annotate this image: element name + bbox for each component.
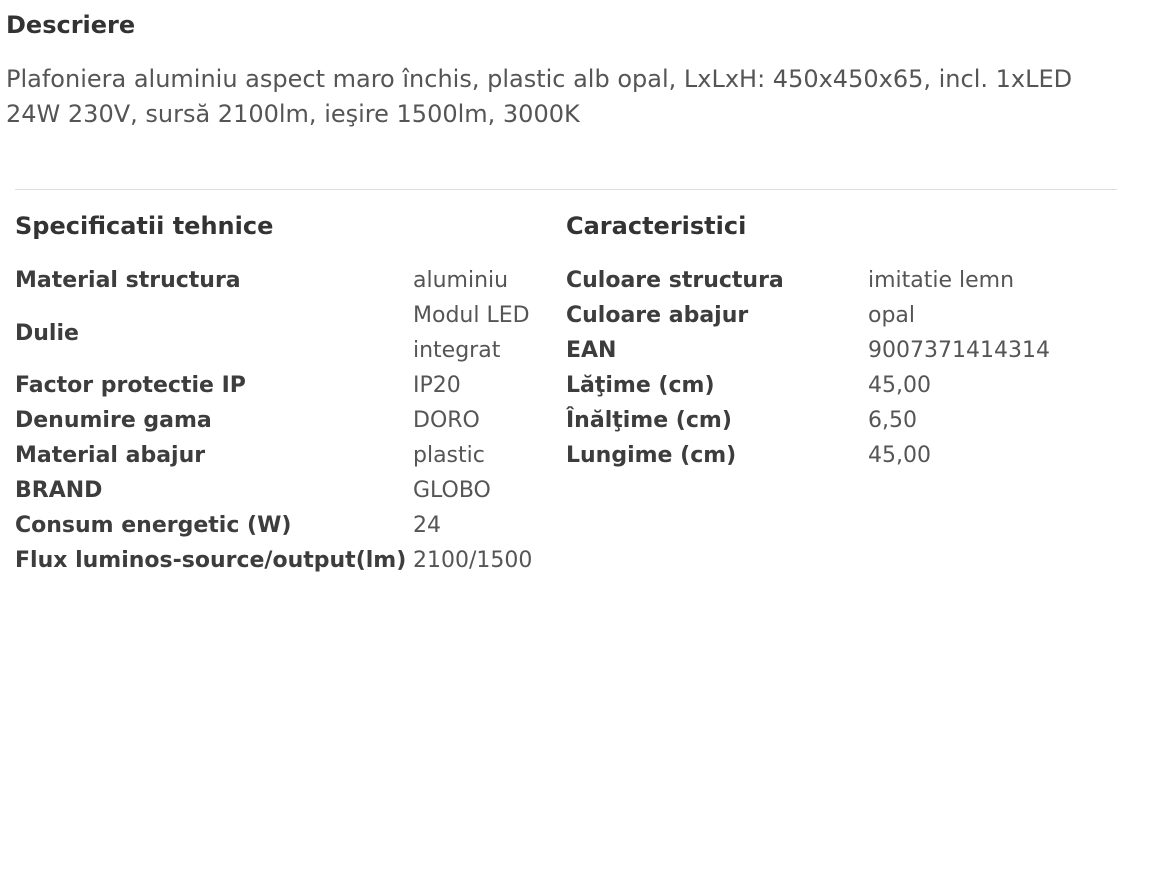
spec-label: Factor protectie IP xyxy=(15,373,246,398)
characteristic-value: 45,00 xyxy=(868,373,931,398)
description-text: Plafoniera aluminiu aspect maro închis, plastic alb opal, LxLxH: 450x450x65, incl. 1xLED 24W 230V, sursă 2100lm, ieşire 1500lm, 3000K xyxy=(6,65,1073,128)
table-row xyxy=(566,333,1108,368)
section-divider xyxy=(15,189,1117,190)
characteristics-table xyxy=(566,263,1108,473)
spec-label: Flux luminos-source/output(lm) xyxy=(15,548,407,573)
characteristic-label: Culoare structura xyxy=(566,268,784,293)
characteristic-label: Lăţime (cm) xyxy=(566,373,715,398)
characteristic-value: opal xyxy=(868,303,916,328)
table-row xyxy=(15,473,551,508)
table-row xyxy=(566,368,1108,403)
table-row xyxy=(15,298,551,368)
spec-value: plastic xyxy=(413,443,485,468)
spec-value: 2100/1500 xyxy=(413,548,533,573)
spec-label: Consum energetic (W) xyxy=(15,513,292,538)
description-title: Descriere xyxy=(6,11,136,39)
table-row xyxy=(15,263,551,298)
table-row xyxy=(15,438,551,473)
table-row xyxy=(566,263,1108,298)
characteristic-label: Culoare abajur xyxy=(566,303,749,328)
table-row xyxy=(15,368,551,403)
characteristic-value: 9007371414314 xyxy=(868,338,1050,363)
specs-title: Specificatii tehnice xyxy=(15,212,274,240)
characteristic-value: 6,50 xyxy=(868,408,917,433)
table-row xyxy=(566,298,1108,333)
spec-label: Dulie xyxy=(15,320,79,346)
table-row xyxy=(15,508,551,543)
spec-value: Modul LED integrat xyxy=(413,303,530,363)
spec-value: aluminiu xyxy=(413,268,509,293)
spec-value: 24 xyxy=(413,513,441,538)
spec-label: Material structura xyxy=(15,268,241,293)
spec-value: GLOBO xyxy=(413,478,491,503)
spec-label: Material abajur xyxy=(15,443,206,468)
characteristic-label: Înălţime (cm) xyxy=(566,408,732,433)
spec-value: DORO xyxy=(413,408,480,433)
spec-label: Denumire gama xyxy=(15,408,212,433)
table-row xyxy=(566,438,1108,473)
table-row xyxy=(15,543,551,578)
characteristics-title: Caracteristici xyxy=(566,212,747,240)
specs-table xyxy=(15,263,551,578)
table-row xyxy=(566,403,1108,438)
characteristic-value: imitatie lemn xyxy=(868,268,1015,293)
spec-label: BRAND xyxy=(15,478,103,503)
characteristic-value: 45,00 xyxy=(868,443,931,468)
table-row xyxy=(15,403,551,438)
characteristic-label: Lungime (cm) xyxy=(566,443,737,468)
characteristic-label: EAN xyxy=(566,338,617,363)
spec-value: IP20 xyxy=(413,373,461,398)
